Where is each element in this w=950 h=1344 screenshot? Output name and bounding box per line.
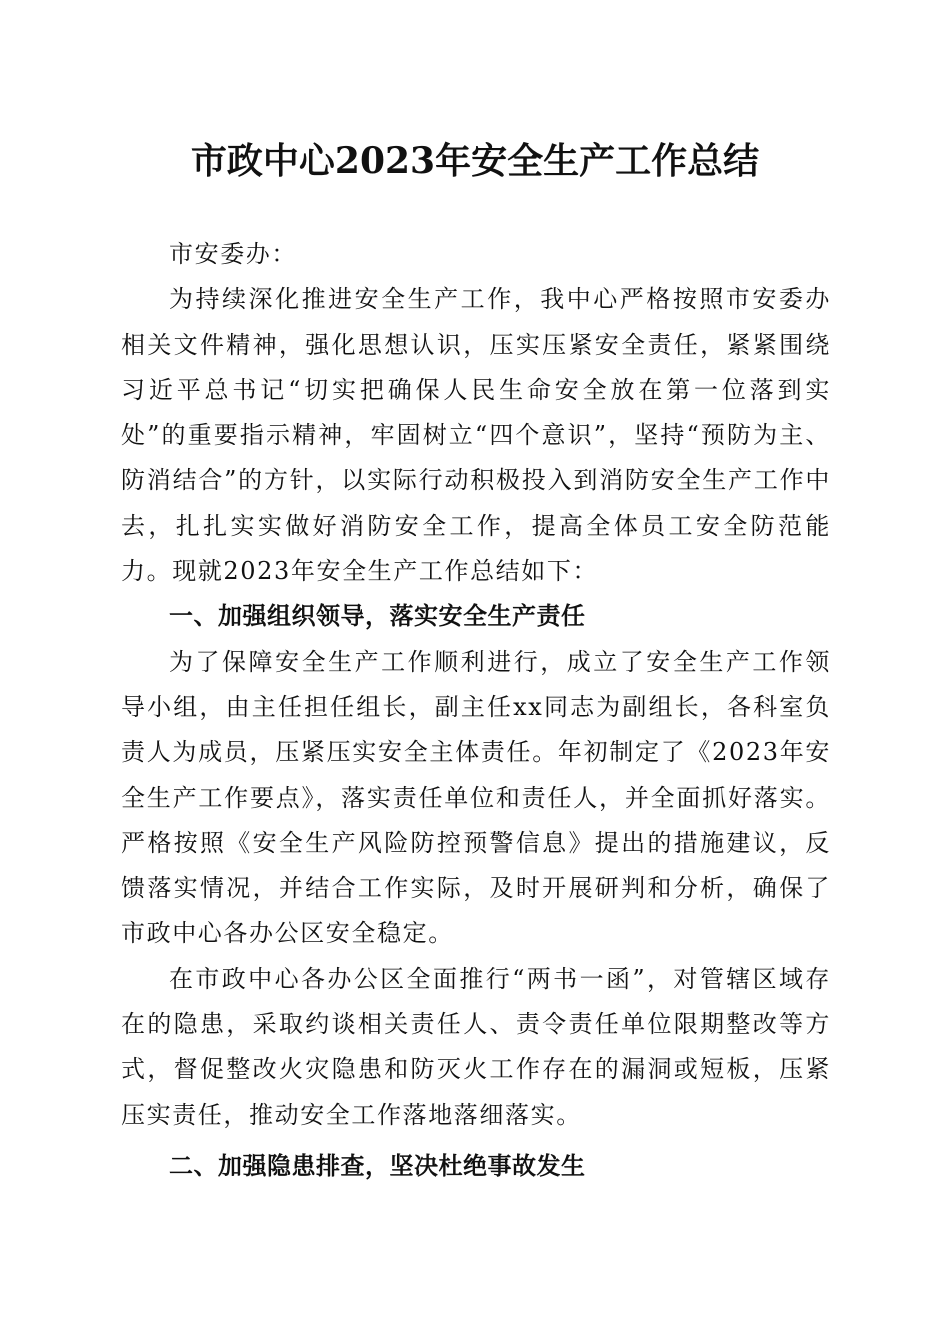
section-1-heading: 一、加强组织领导，落实安全生产责任 (169, 602, 586, 631)
intro-paragraph: 为持续深化推进安全生产工作，我中心严格按照市安委办相关文件精神，强化思想认识，压实压紧安全责任，紧紧围绕习近平总书记“切实把确保人民生命安全放在第一位落到实处”的重要指示精神，牢固树立“四个意识”，坚持“预防为主、防消结合”的方针，以实际行动积极投入到消防安全生产工作中去，扎扎实实做好消防安全工作，提高全体员工安全防范能力。现就2023年安全生产工作总结如下： (121, 285, 831, 586)
section-1-paragraph-2: 在市政中心各办公区全面推行“两书一函”，对管辖区域存在的隐患，采取约谈相关责任人、责令责任单位限期整改等方式，督促整改火灾隐患和防灭火工作存在的漏洞或短板，压紧压实责任，推动安全工作落地落细落实。 (121, 964, 831, 1129)
salutation: 市安委办： (169, 240, 297, 268)
document-body (121, 232, 831, 1189)
document-title: 市政中心2023年安全生产工作总结 (190, 140, 760, 182)
section-2-heading: 二、加强隐患排查，坚决杜绝事故发生 (169, 1151, 586, 1180)
section-1-paragraph-1: 为了保障安全生产工作顺利进行，成立了安全生产工作领导小组，由主任担任组长，副主任xx同志为副组长，各科室负责人为成员，压紧压实安全主体责任。年初制定了《2023年安全生产工作要点》，落实责任单位和责任人，并全面抓好落实。严格按照《安全生产风险防控预警信息》提出的措施建议，反馈落实情况，并结合工作实际，及时开展研判和分析，确保了市政中心各办公区安全稳定。 (121, 647, 831, 948)
